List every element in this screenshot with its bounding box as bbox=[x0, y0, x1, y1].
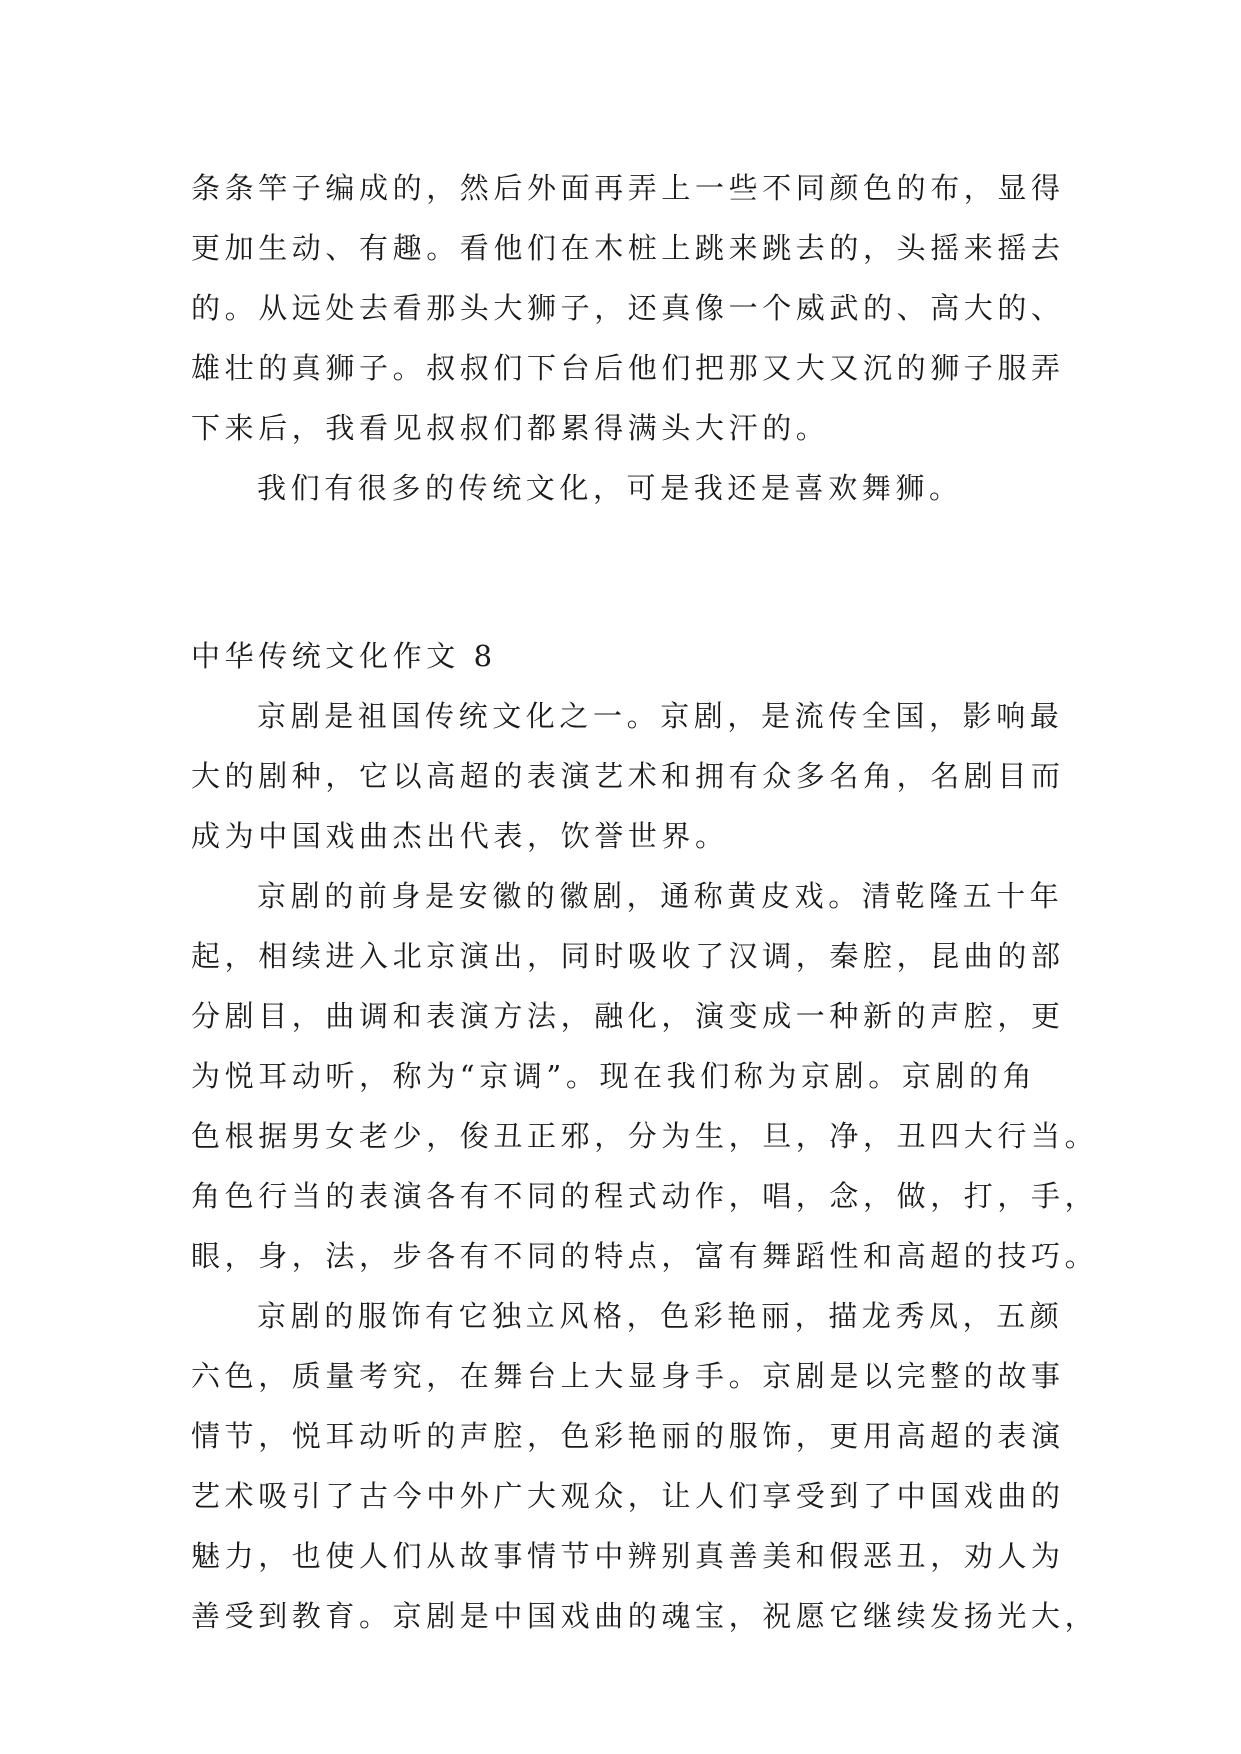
text-line: 下来后，我看见叔叔们都累得满头大汗的。 bbox=[191, 411, 830, 445]
section-gap bbox=[191, 518, 1061, 626]
closing-paragraph bbox=[191, 458, 1061, 518]
essay-paragraph-1 bbox=[191, 686, 1065, 866]
text-line: 我们有很多的传统文化，可是我还是喜欢舞狮。 bbox=[257, 471, 963, 505]
text-line: 条条竿子编成的，然后外面再弄上一些不同颜色的布，显得 bbox=[191, 171, 1065, 205]
text-line: 更加生动、有趣。看他们在木桩上跳来跳去的，头摇来摇去 bbox=[191, 231, 1065, 265]
text-line: 大的剧种，它以高超的表演艺术和拥有众多名角，名剧目而 bbox=[191, 759, 1065, 793]
essay-paragraph-2 bbox=[191, 866, 1099, 1286]
text-line: 情节，悦耳动听的声腔，色彩艳丽的服饰，更用高超的表演 bbox=[191, 1419, 1065, 1453]
text-line: 雄壮的真狮子。叔叔们下台后他们把那又大又沉的狮子服弄 bbox=[191, 351, 1065, 385]
text-line: 六色，质量考究，在舞台上大显身手。京剧是以完整的故事 bbox=[191, 1359, 1065, 1393]
text-line: 京剧是祖国传统文化之一。京剧，是流传全国，影响最 bbox=[257, 699, 1064, 733]
text-line: 京剧的服饰有它独立风格，色彩艳丽，描龙秀凤，五颜 bbox=[257, 1299, 1064, 1333]
essay-title-text: 中华传统文化作文 8 bbox=[191, 639, 497, 673]
text-line: 的。从远处去看那头大狮子，还真像一个威武的、高大的、 bbox=[191, 291, 1065, 325]
text-line: 色根据男女老少，俊丑正邪，分为生，旦，净，丑四大行当。 bbox=[191, 1119, 1099, 1153]
text-line: 善受到教育。京剧是中国戏曲的魂宝，祝愿它继续发扬光大， bbox=[191, 1599, 1099, 1633]
essay-paragraph-3 bbox=[191, 1286, 1099, 1646]
text-line: 成为中国戏曲杰出代表，饮誉世界。 bbox=[191, 819, 729, 853]
text-line: 分剧目，曲调和表演方法，融化，演变成一种新的声腔，更 bbox=[191, 999, 1065, 1033]
continuation-paragraph bbox=[191, 158, 1065, 458]
essay-title bbox=[191, 626, 1061, 686]
text-line: 艺术吸引了古今中外广大观众，让人们享受到了中国戏曲的 bbox=[191, 1479, 1065, 1513]
text-line: 起，相续进入北京演出，同时吸收了汉调，秦腔，昆曲的部 bbox=[191, 939, 1065, 973]
text-line: 魅力，也使人们从故事情节中辨别真善美和假恶丑，劝人为 bbox=[191, 1539, 1065, 1573]
text-line: 角色行当的表演各有不同的程式动作，唱，念，做，打，手， bbox=[191, 1179, 1099, 1213]
text-line: 眼，身，法，步各有不同的特点，富有舞蹈性和高超的技巧。 bbox=[191, 1239, 1099, 1273]
text-line: 为悦耳动听，称为“京调”。现在我们称为京剧。京剧的角 bbox=[191, 1059, 1037, 1093]
body-text bbox=[191, 158, 1099, 1646]
text-line: 京剧的前身是安徽的徽剧，通称黄皮戏。清乾隆五十年 bbox=[257, 879, 1064, 913]
